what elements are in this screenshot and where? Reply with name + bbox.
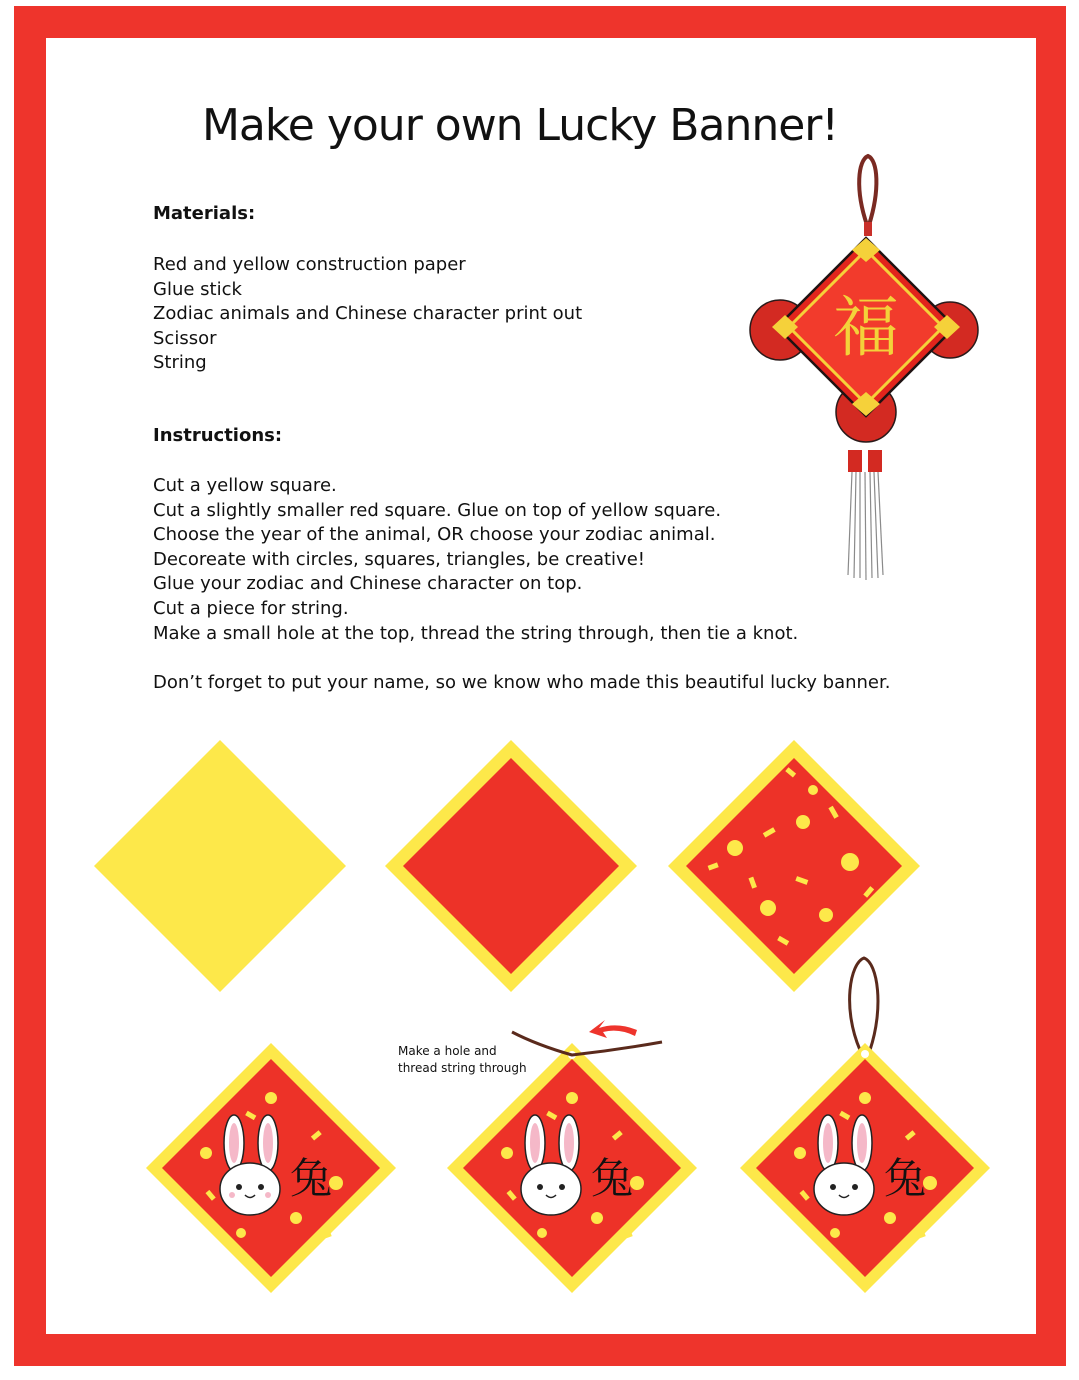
step-6-finished-banner [742,958,992,1293]
instruction-step: Glue your zodiac and Chinese character on top. [153,573,583,595]
material-item: Zodiac animals and Chinese character print out [153,303,583,325]
fu-character: 福 [833,289,899,366]
instruction-step: Decoreate with circles, squares, triangles, be creative! [153,548,646,570]
step-2-red-square [385,740,637,992]
page-title: Make your own Lucky Banner! [201,100,839,151]
instruction-step: Cut a yellow square. [153,475,337,496]
hole-note: Make a hole and thread string through [398,1044,527,1075]
material-item: Red and yellow construction paper [153,254,466,275]
materials-list [153,253,582,376]
step-1-yellow-square [94,740,346,992]
lucky-knot-illustration [740,150,980,580]
material-item: String [153,352,207,374]
name-reminder: Don’t forget to put your name, so we know who made this beautiful lucky banner. [153,672,891,693]
step-4-rabbit-banner [146,1043,396,1293]
instruction-step: Make a small hole at the top, thread the string through, then tie a knot. [153,622,799,644]
instructions-heading: Instructions: [153,425,283,446]
instructions-list [153,474,798,646]
instruction-step: Cut a piece for string. [153,597,349,619]
material-item: Scissor [153,327,217,349]
rabbit-character: 兔 [590,1154,634,1203]
materials-heading: Materials: [153,203,256,224]
step-3-decorated-square [668,740,920,992]
arrow-icon [589,1020,637,1038]
rabbit-character: 兔 [289,1154,333,1203]
material-item: Glue stick [153,278,242,300]
rabbit-character: 兔 [883,1154,927,1203]
instruction-step: Choose the year of the animal, OR choose your zodiac animal. [153,524,716,546]
instruction-step: Cut a slightly smaller red square. Glue on top of yellow square. [153,499,722,521]
